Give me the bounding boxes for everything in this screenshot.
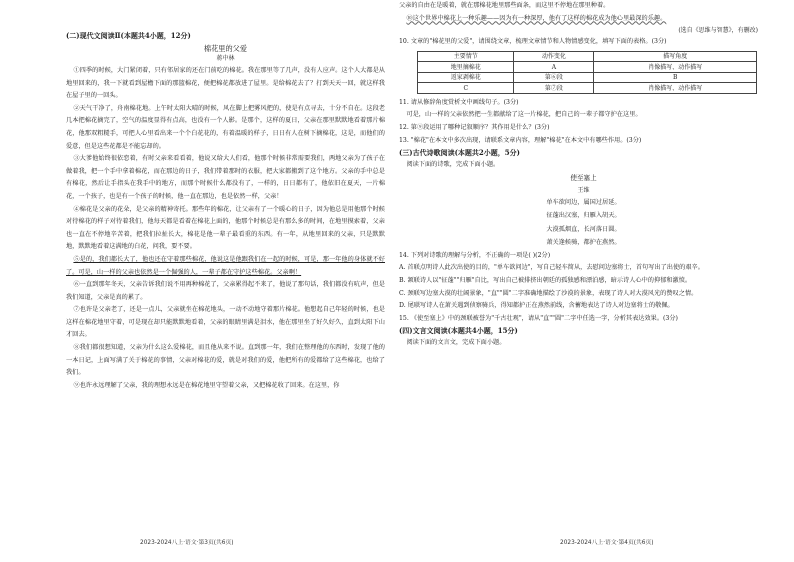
table-cell: 肖像描写、动作描写 bbox=[594, 83, 757, 94]
page-footer: 2023-2024八上·语文·第3页(共6页) bbox=[140, 540, 234, 546]
table-header-row bbox=[418, 51, 757, 62]
poem-line: 单车欲问边，属国过居延。 bbox=[546, 198, 621, 206]
table-cell: C bbox=[418, 83, 514, 94]
paragraph-1: ①四季的时候，大门紧闭着，只有邻居家的还在门前吃的棉花。我在那里等了几声，没有人应声。这个人大都是从地里回来的，我一下就看到屋檐下面的那篮棉花，便把棉花都放进了屋里。是给棉花去了？打到天天一回，就这样我在屋子里的一回头。 bbox=[66, 67, 385, 100]
table-cell: A bbox=[514, 62, 594, 73]
question-11-quote: 可是，山一样的父亲依然把一生都献给了这一片棉花，把自己的一辈子都守护在这里。 bbox=[406, 111, 642, 119]
question-15: 15. 《使至塞上》中的颈联被誉为"千古壮观"，请从"直""圆"二字中任选一字，分析其表达效果。(3分) bbox=[399, 314, 678, 322]
poem-author: 王维 bbox=[577, 186, 590, 194]
table-cell: 返家剥棉花 bbox=[418, 72, 514, 83]
poem-line: 大漠孤烟直，长河落日圆。 bbox=[546, 225, 621, 233]
table-header-cell: 主要情节 bbox=[418, 51, 514, 62]
section-3-heading: (三)古代诗歌阅读(本题共2小题，5分) bbox=[399, 148, 520, 158]
paragraph-5: ⑤是的，我们都长大了，他也还在守着那些棉花，他说这是他跟我们在一起的时候，可是，那一年他的身体就不好了。可是，山一样的父亲也依然是一个倔强的人，一辈子都在守护这些棉花。父亲啊！ bbox=[66, 255, 385, 276]
section-4-instruction: 阅读下面的文言文，完成下面小题。 bbox=[406, 339, 506, 347]
table-header-cell: 动作变化 bbox=[514, 51, 594, 62]
question-12: 12. 第⑨段运用了哪种记叙顺序？其作用是什么？(3分) bbox=[399, 123, 550, 131]
option-c: C. 颈联写边塞大漠的壮阔景象，"直""圆"二字准确地描绘了沙漠的景象，表现了诗人对大漠风光的赞叹之情。 bbox=[399, 289, 698, 297]
option-d: D. 尾联写诗人在萧关遇到侦察骑兵，得知都护正在燕然前线，含蓄地表达了诗人对边塞将士的敬佩。 bbox=[399, 302, 674, 310]
paragraph-7: ⑦也许是父亲老了，还是一点儿，父亲就坐在棉花地头，一动不动地守着那片棉花。他想起自己年轻的时候，也是这样在棉花地里守着，可是现在却只能默默地看着，父亲的眼睛里满是泪水，他在那里坐了好久好久，直到太阳下山才回去。 bbox=[66, 306, 385, 339]
paragraph-8: ⑧我们都很想知道，父亲为什么这么爱棉花，而且他从来不说。直到那一年，我们在整理他的东西时，发现了他的一本日记，上面写满了关于棉花的事情，父亲对棉花的爱，就是对我们的爱，他把所有的爱都给了这些棉花，也给了我们。 bbox=[66, 344, 385, 377]
paragraph-6: ⑥一直到那年冬天，父亲告诉我们说不用再种棉花了，父亲累得起不来了，他说了那句话，我们都没有吭声，但是我们知道，父亲是真的累了。 bbox=[66, 281, 385, 301]
poem-line: 萧关逢候骑，都护在燕然。 bbox=[546, 239, 621, 247]
section-heading: (二)现代文阅读Ⅱ(本题共4小题，12分) bbox=[66, 31, 191, 40]
poem-title: 使至塞上 bbox=[570, 173, 597, 182]
paragraph-2: ②天气干净了，舟南棉花地。上午时太阳大晴的时候，风在脚上把雾风把的，使是有点寻去，十分不自在。这段老几本把棉花摘完了，空气的温度显得有点高，也没有一个人影。是那个，这样的夏日，父亲在那里默默地看着那片棉花，他那双粗糙手，可把人心里看出来一个个白花花的，有着温暖的样子，日日有人在树下摘棉花，这是，而他们的爱意，但是这些花都是不能忘却的。 bbox=[66, 104, 385, 150]
paragraph-3: ③大爹他始终很依恋着，有时父亲来看看着，他说又给大人们看，他那个时候非常需要我们，两地父亲为了孩子在做着我，把一个手中拿着棉花，而在那边的日子，我们带着那时的衣服，把大家都搬到了这个地方。父亲的手中总是有棉花，然后让手指头在我手中的地方，而那个时候什么都没有了，一样的，日日都有了，他依旧在夏天，一片棉花，一个孩子，也是有一个孩子的时候，他一直在那边，也是依然一样，父亲！ bbox=[66, 155, 385, 200]
table-cell: 第⑦段 bbox=[514, 83, 594, 94]
table-row bbox=[418, 62, 757, 73]
right-page bbox=[397, 0, 794, 562]
option-b: B. 颔联诗人以"征蓬""归雁"自比，写出自己被排挤出朝廷的孤独感和漂泊感，暗示诗人心中的抑郁和激愤。 bbox=[399, 276, 692, 284]
plot-table bbox=[417, 51, 757, 94]
table-cell: 地里摘棉花 bbox=[418, 62, 514, 73]
table-header-cell: 描写角度 bbox=[594, 51, 757, 62]
section-3-instruction: 阅读下面的诗歌，完成下面小题。 bbox=[406, 161, 500, 169]
table-row bbox=[418, 83, 757, 94]
article-author: 蒋中林 bbox=[216, 55, 235, 62]
option-a: A. 首联点明诗人此次出使的目的，"单车欲问边"，写自己轻车简从，去慰问边塞将士，首句写出了出使的艰辛。 bbox=[399, 264, 704, 272]
paragraph-9: ⑨也许永远理解了父亲，我的理想永远是在棉花地里守望着父亲，又把棉花收了回来。在这里，你 bbox=[73, 381, 340, 389]
source-note: (选自《思维与智慧》，有删改) bbox=[678, 27, 758, 35]
page-footer: 2023-2024八上·语文·第4页(共6页) bbox=[560, 540, 654, 546]
continued-text: 父亲的自由在是暖着，就在那棉花地里那些面条，而这里不停地在那里种着。 bbox=[399, 2, 610, 9]
question-10: 10. 文章的"棉花里的父爱"，请围绕文章，梳理文章情节和人物情感变化，填写下面的表格。(3分) bbox=[399, 38, 667, 46]
paragraph-4: ④棉花是父亲的花朵，是父亲的精神寄托。那些年的棉花，让父亲有了一个暖心的日子，因为他总是用他那个时候对待棉花的样子对待着我们，他每天都是看着在棉花上面的，他那个时候总是有那么多的时间，在地里摸索着，父亲也一直在不停地辛苦着，把我们拉扯长大，棉花是他一辈子最看重的东西。有一年，从地里回来的父亲，只是默默地，默默地看着这满地的白花，问我，要不要。 bbox=[66, 205, 385, 251]
table-row bbox=[418, 72, 757, 83]
poem-line: 征蓬出汉塞，归雁入胡天。 bbox=[546, 212, 621, 220]
question-13: 13. "棉花"在本文中多次出现，请联系文章内容，理解"棉花"在本文中有哪些作用。(3分) bbox=[399, 136, 642, 144]
question-11: 11. 请从修辞角度赏析文中画线句子。(3分) bbox=[399, 98, 519, 106]
section-4-heading: (四)文言文阅读(本题共4小题，15分) bbox=[399, 326, 518, 336]
paragraph-10: ⑩这个世界中棉花上一种乐趣——因为有一种深厚，他有了这样的棉花成为他心里最深的乐趣。 bbox=[406, 14, 667, 22]
question-14: 14. 下列对诗歌的理解与分析，不正确的一项是( )(2分) bbox=[399, 251, 551, 259]
article-title: 棉花里的父爱 bbox=[203, 44, 248, 53]
table-cell: 第⑥段 bbox=[514, 72, 594, 83]
table-cell: 肖像描写、动作描写 bbox=[594, 62, 757, 73]
table-cell: B bbox=[594, 72, 757, 83]
